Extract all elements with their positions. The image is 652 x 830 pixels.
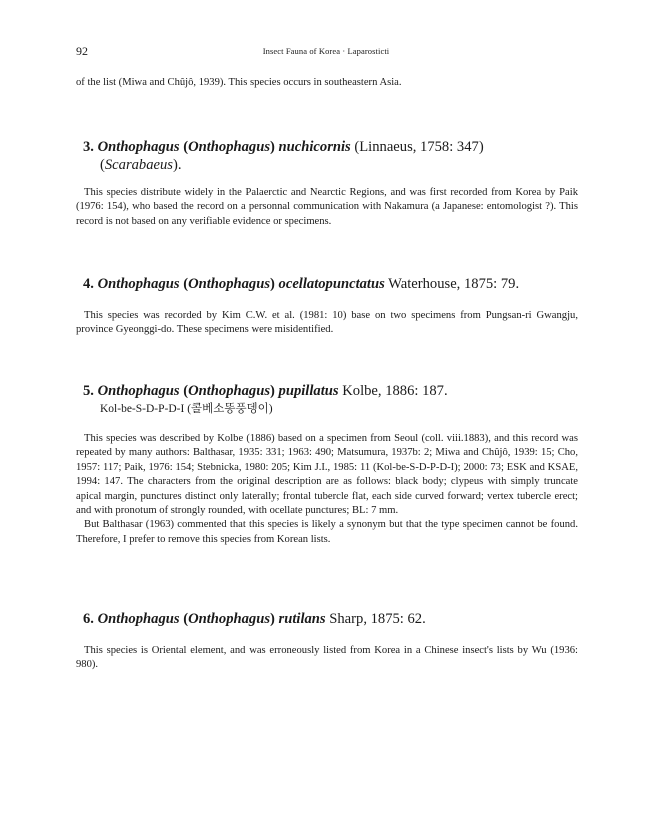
species-number: 5. xyxy=(83,383,94,399)
page-number: 92 xyxy=(76,44,88,58)
paragraph: This species was recorded by Kim C.W. et al. (1981: 10) base on two specimens from Pungsan-ri Gwangju, province Gyeonggi-do. These specimens were misidentified. xyxy=(76,310,578,336)
species-heading-3 xyxy=(83,138,583,174)
subgenus-name: Onthophagus xyxy=(188,383,271,399)
intro-text: of the list (Miwa and Chûjô, 1939). This species occurs in southeastern Asia. xyxy=(76,77,402,88)
species-epithet: rutilans xyxy=(278,611,326,627)
original-combination: (Scarabaeus). xyxy=(100,157,182,173)
genus-name: Onthophagus xyxy=(97,139,180,155)
subgenus-close: ) xyxy=(270,276,275,292)
subgenus-name: Onthophagus xyxy=(188,611,271,627)
genus-name: Onthophagus xyxy=(97,383,180,399)
paragraph: This species is Oriental element, and was erroneously listed from Korea in a Chinese insect's lists by Wu (1936: 980). xyxy=(76,645,578,671)
species-epithet: ocellatopunctatus xyxy=(278,276,385,292)
species-authority: (Linnaeus, 1758: 347) xyxy=(354,139,484,155)
species-number: 6. xyxy=(83,611,94,627)
subgenus-name: Onthophagus xyxy=(188,276,271,292)
subgenus-open: ( xyxy=(183,139,189,155)
species-epithet: nuchicornis xyxy=(278,139,351,155)
species-heading-6 xyxy=(83,610,583,628)
species-epithet: pupillatus xyxy=(278,383,339,399)
original-genus: Scarabaeus xyxy=(104,157,173,173)
genus-name: Onthophagus xyxy=(97,611,180,627)
species-authority: Waterhouse, 1875: 79. xyxy=(388,276,520,292)
subgenus-name: Onthophagus xyxy=(188,139,271,155)
section-3-body xyxy=(76,186,578,229)
species-number: 3. xyxy=(83,139,94,155)
running-head: Insect Fauna of Korea · Laparosticti xyxy=(262,46,390,56)
species-heading-5 xyxy=(83,382,583,418)
subgenus-close: ) xyxy=(270,139,275,155)
section-5-body xyxy=(76,432,578,547)
intro-paragraph xyxy=(76,76,578,90)
subgenus-open: ( xyxy=(183,383,189,399)
paragraph: But Balthasar (1963) commented that this species is likely a synonym but that the type specimen cannot be found. Therefore, I prefer to remove this species from Korean lists. xyxy=(76,519,578,545)
species-authority: Kolbe, 1886: 187. xyxy=(342,383,448,399)
korean-vernacular-name: Kol-be-S-D-P-D-I (콜베소똥풍뎅이) xyxy=(100,403,273,415)
section-6-body xyxy=(76,644,578,673)
species-authority: Sharp, 1875: 62. xyxy=(329,611,426,627)
subgenus-close: ) xyxy=(270,383,275,399)
species-number: 4. xyxy=(83,276,94,292)
subgenus-close: ) xyxy=(270,611,275,627)
genus-name: Onthophagus xyxy=(97,276,180,292)
subgenus-open: ( xyxy=(183,611,189,627)
paragraph: This species distribute widely in the Palaerctic and Nearctic Regions, and was first recorded from Korea by Paik (1976: 154), who based the record on a personnal communication with Nakamura (a Japanese: entomologist ?). This record is not based on any verifiable evidence or specimens. xyxy=(76,187,578,227)
subgenus-open: ( xyxy=(183,276,189,292)
section-4-body xyxy=(76,309,578,338)
species-heading-4 xyxy=(83,275,583,293)
paragraph: This species was described by Kolbe (1886) based on a specimen from Seoul (coll. viii.1883), and this record was repeated by many authors: Balthasar, 1935: 331; 1963: 490; Matsumura, 1937b: 2; Miwa and Chûjô, 1939: 15; Cho, 1957: 117; Paik, 1976: 154; Stebnicka, 1980: 205; Kim J.I., 1985: 11 (Kol-be-S-D-P-D-I); 2000: 73; ESK and KSAE, 1994: 147. The characters from the original description are as follows: black body; clypeus with simply truncate apical margin, punctures distinct only laterally; frontal tubercle flat, each side curved forward; vertex tubercle erect; and with pronotum of strongly rounded, with ocellate punctures; BL: 7 mm. xyxy=(76,433,578,517)
